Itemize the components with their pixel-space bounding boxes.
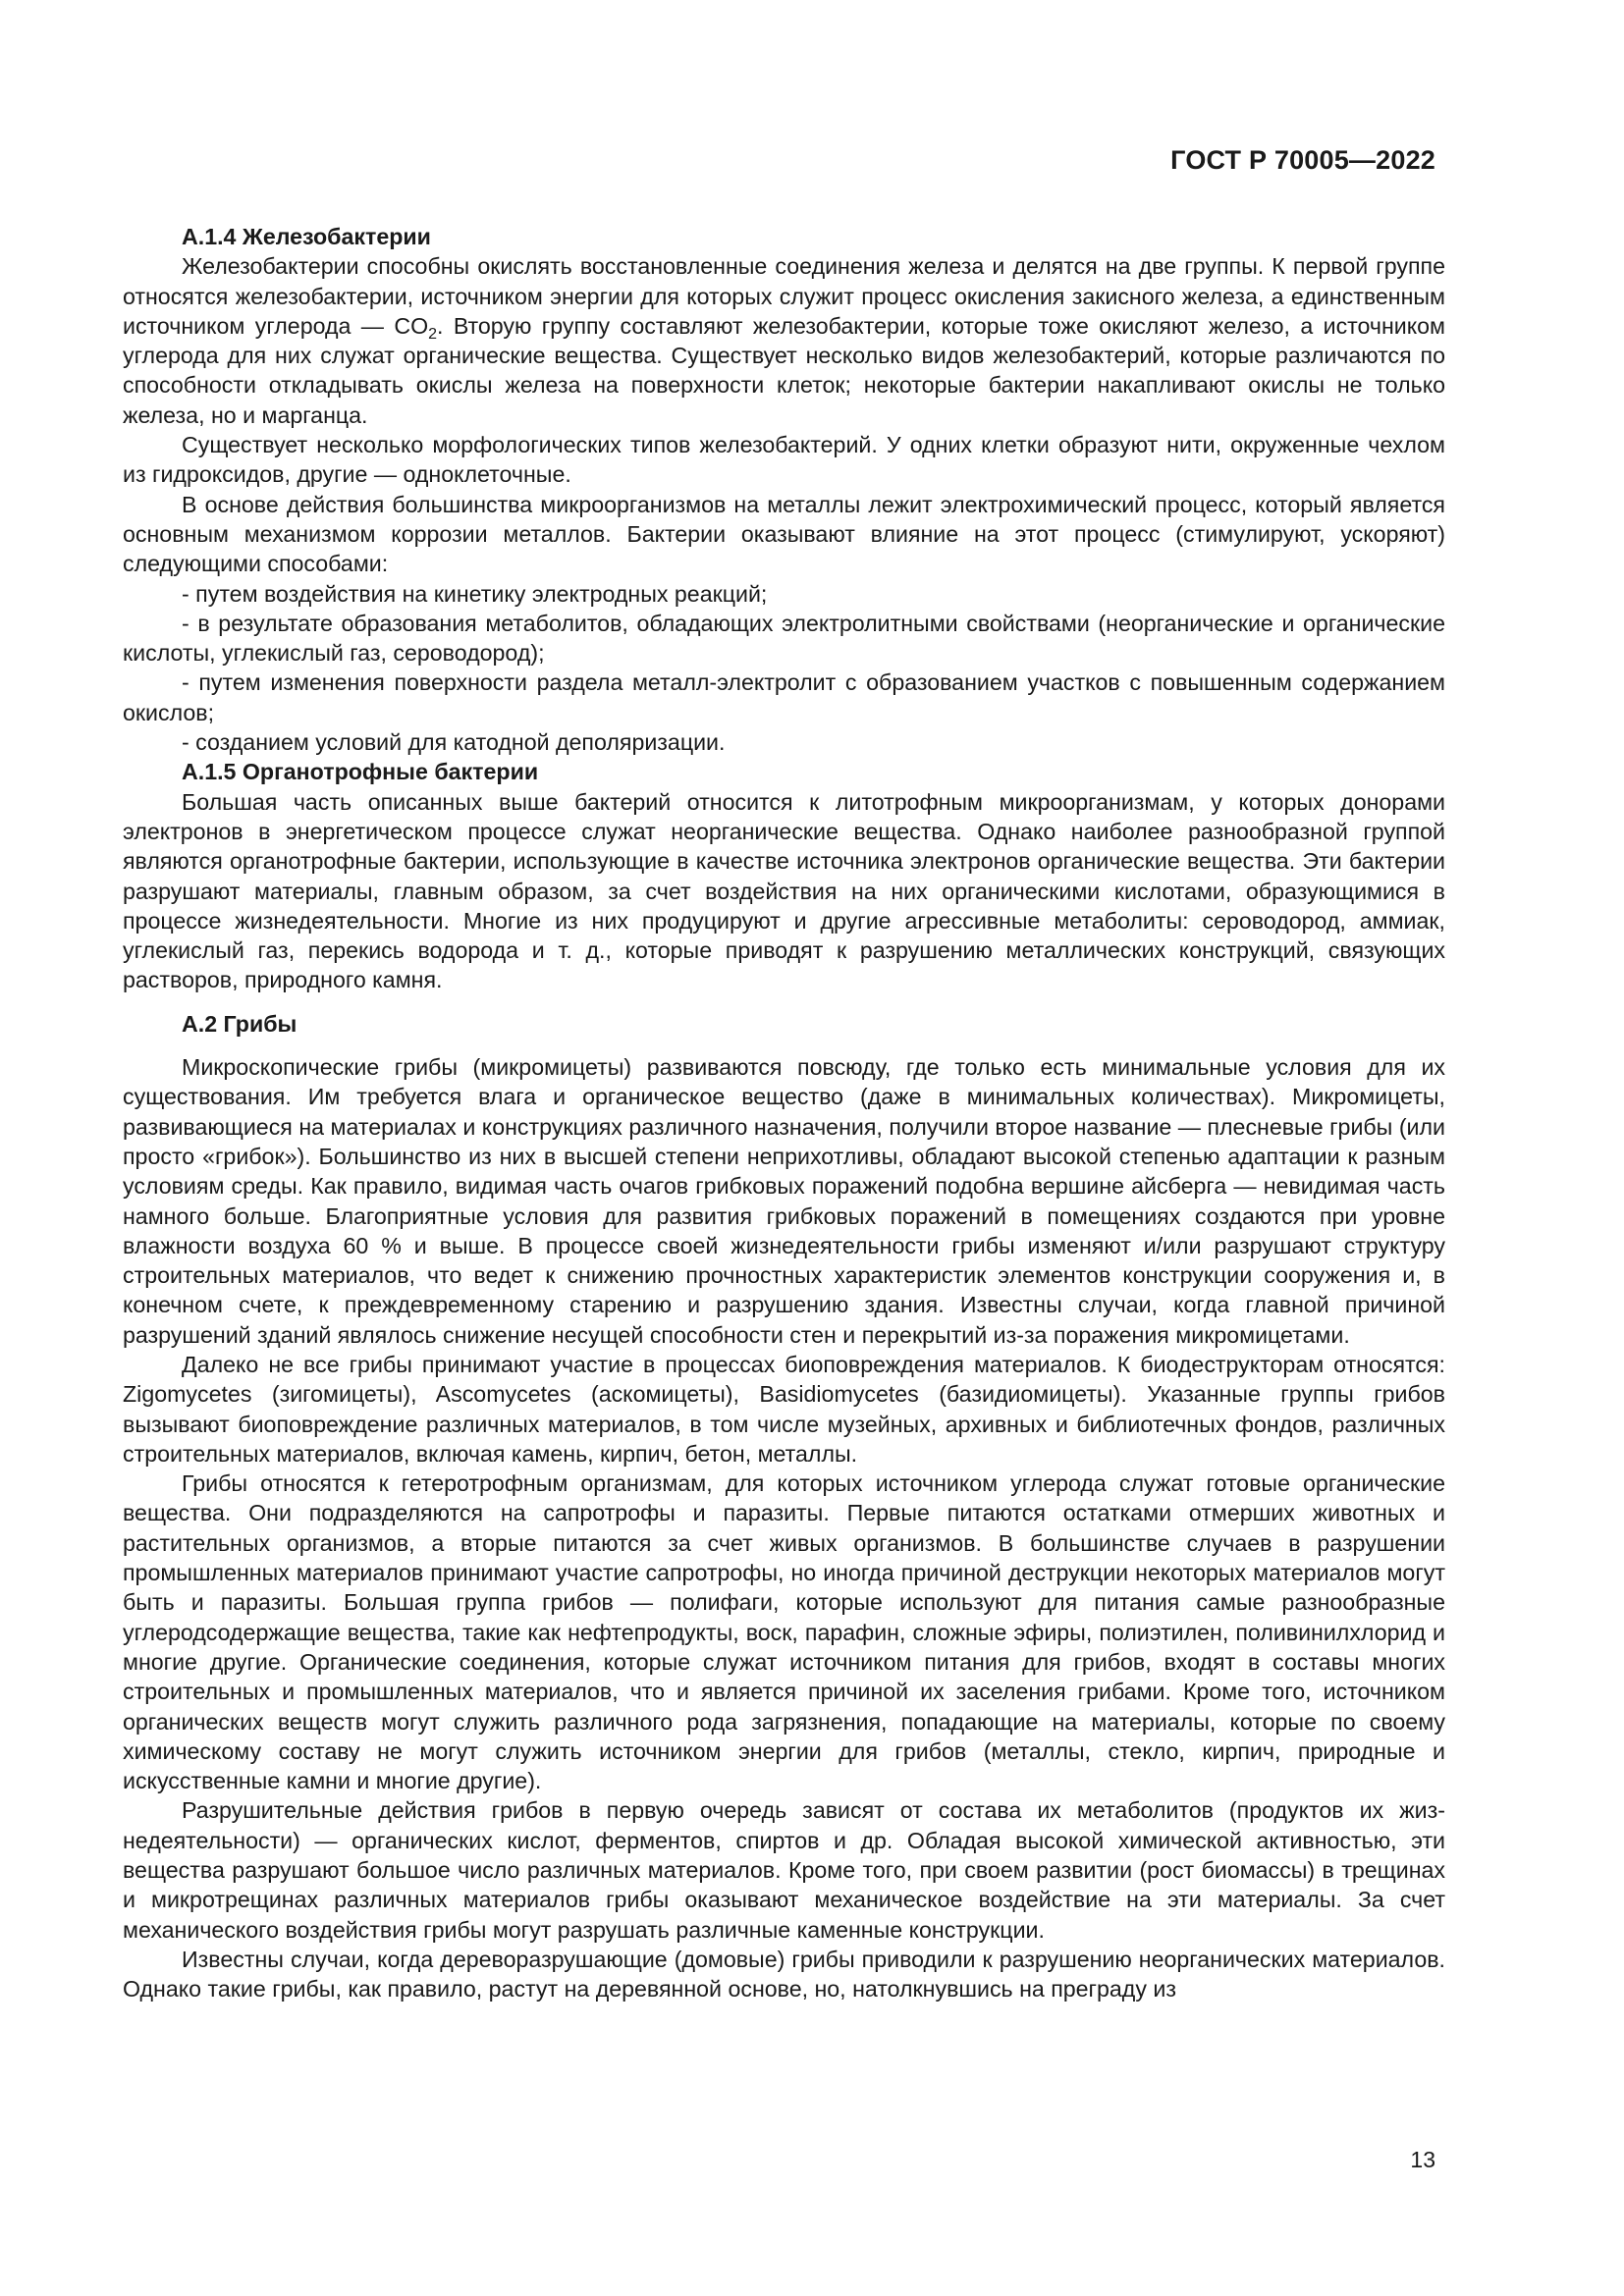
paragraph: [123, 251, 1445, 430]
paragraph: Разрушительные действия грибов в первую очередь зависят от состава их метаболитов (продуктов их жизнедеятельности) — органических кислот, ферментов, спиртов и др. Обладая высокой химической активностью, эти вещества разрушают большое число различных материалов. Кроме того, при своем развитии (рост биомассы) в трещинах и микротрещинах различных материалов грибы оказывают механическое воздействие на эти материалы. За счет механического воздействия грибы могут разрушать различные каменные конструкции.: [123, 1797, 1445, 1943]
list-item: - путем воздействия на кинетику электродных реакций;: [182, 580, 768, 607]
document-code-header: ГОСТ Р 70005—2022: [1170, 145, 1435, 175]
section-heading-a14: А.1.4 Железобактерии: [182, 224, 431, 249]
paragraph: Микроскопические грибы (микромицеты) развиваются повсюду, где только есть минимальные условия для их существования. Им требуется влага и органическое вещество (даже в минимальных количествах). Микромицеты, развивающиеся на материалах и конструкциях различного назначения, получили второе название — плесневые грибы (или просто «грибок»). Большинство из них в высшей степени неприхотливы, обладают высокой степенью адаптации к разным условиям среды. Как правило, видимая часть очагов грибковых поражений подобна вершине айсберга — невидимая часть намного больше. Благоприятные условия для развития грибковых поражений в помещениях создаются при уровне влажности воздуха 60 % и выше. В процессе своей жизнедеятельности грибы изменяют и/или разрушают структуру строительных материалов, что ведет к снижению прочностных характеристик элементов конструкции сооружения и, в конечном счете, к преждевременному старению и разрушению здания. Известны случаи, когда главной причиной разрушений зданий являлось снижение несущей способности стен и перекрытий из-за поражения микромицетами.: [123, 1054, 1445, 1348]
paragraph-text: . Вторую группу составляют железобактерии, которые тоже окисляют железо, а источником углерода для них служат органические вещества. Существует несколько видов железобактерий, которые различаются по способности откладывать окислы железа на поверхности клеток; некоторые бактерии накапливают окислы не только железа, но и марганца.: [123, 312, 1445, 428]
section-heading-a2: А.2 Грибы: [182, 1010, 298, 1037]
list-item: - путем изменения поверхности раздела металл-электролит с образованием участков с повышенным содержанием окислов;: [123, 669, 1445, 725]
paragraph: Далеко не все грибы принимают участие в процессах биоповреждения материалов. К биодеструкторам относятся: Zigomycetes (зигомицеты), Ascomycetes (аскомицеты), Basidiomycetes (базидиомицеты). Указанные группы грибов вызывают биоповреждение различных материалов, в том числе музейных, архивных и библиотечных фондов, различных строительных материалов, включая камень, кирпич, бетон, металлы.: [123, 1351, 1445, 1467]
subscript: 2: [428, 325, 438, 343]
paragraph: Существует несколько морфологических типов железобактерий. У одних клетки образуют нити, окруженные чехлом из гидроксидов, другие — одноклеточные.: [123, 432, 1445, 488]
list-item: - созданием условий для катодной деполяризации.: [182, 729, 726, 756]
paragraph-text: Железобактерии способны окислять восстановленные соединения железа и делятся на две группы. К первой группе относятся железобактерии, источником энергии для которых служит процесс окисления закисного железа, а единственным источником углерода — CO: [123, 253, 1445, 339]
paragraph: В основе действия большинства микроорганизмов на металлы лежит электрохимический процесс, который является основным механизмом коррозии металлов. Бактерии оказывают влияние на этот процесс (стимулируют, ускоряют) следующими способами:: [123, 491, 1445, 577]
paragraph: Большая часть описанных выше бактерий относится к литотрофным микроорганизмам, у которых донорами электронов в энергетическом процессе служат неорганические вещества. Однако наиболее разнообразной группой являются органотрофные бактерии, использующие в качестве источника электронов органические вещества. Эти бактерии разрушают материалы, главным образом, за счет воздействия на них органическими кислотами, образующимися в процессе жизнедеятельности. Многие из них продуцируют и другие агрессивные метаболиты: сероводород, аммиак, углекислый газ, перекись водорода и т. д., которые приводят к разрушению металлических конструкций, связующих растворов, природного камня.: [123, 788, 1445, 993]
page-number: 13: [1410, 2147, 1435, 2172]
paragraph: Известны случаи, когда дереворазрушающие (домовые) грибы приводили к разрушению неорганических материалов. Однако такие грибы, как правило, растут на деревянной основе, но, натолкнувшись на преграду из: [123, 1946, 1445, 2002]
page-content: [123, 222, 1445, 2004]
paragraph: Грибы относятся к гетеротрофным организмам, для которых источником углерода служат готовые органические вещества. Они подразделяются на сапротрофы и паразиты. Первые питаются остатками отмерших животных и растительных организмов, а вторые питаются за счет живых организмов. В большинстве случаев в разрушении промышленных материалов принимают участие сапротрофы, но иногда причиной деструкции некоторых материалов могут быть и паразиты. Большая группа грибов — полифаги, которые используют для питания самые разнообразные углеродсодержащие вещества, такие как нефтепродукты, воск, парафин, сложные эфиры, полиэтилен, поливинилхлорид и многие другие. Органические соединения, которые служат источником питания для грибов, входят в составы многих строительных и промышленных материалов, что и является причиной их заселения грибами. Кроме того, источником органических веществ могут служить различного рода загрязнения, попадающие на материалы, которые по своему химическому составу не могут служить источником энергии для грибов (металлы, стекло, кирпич, природные и искусственные камни и многие другие).: [123, 1470, 1445, 1794]
section-heading-a15: А.1.5 Органотрофные бактерии: [182, 759, 539, 785]
list-item: - в результате образования метаболитов, обладающих электролитными свойствами (неорганические и органические кислоты, углекислый газ, сероводород);: [123, 610, 1445, 667]
